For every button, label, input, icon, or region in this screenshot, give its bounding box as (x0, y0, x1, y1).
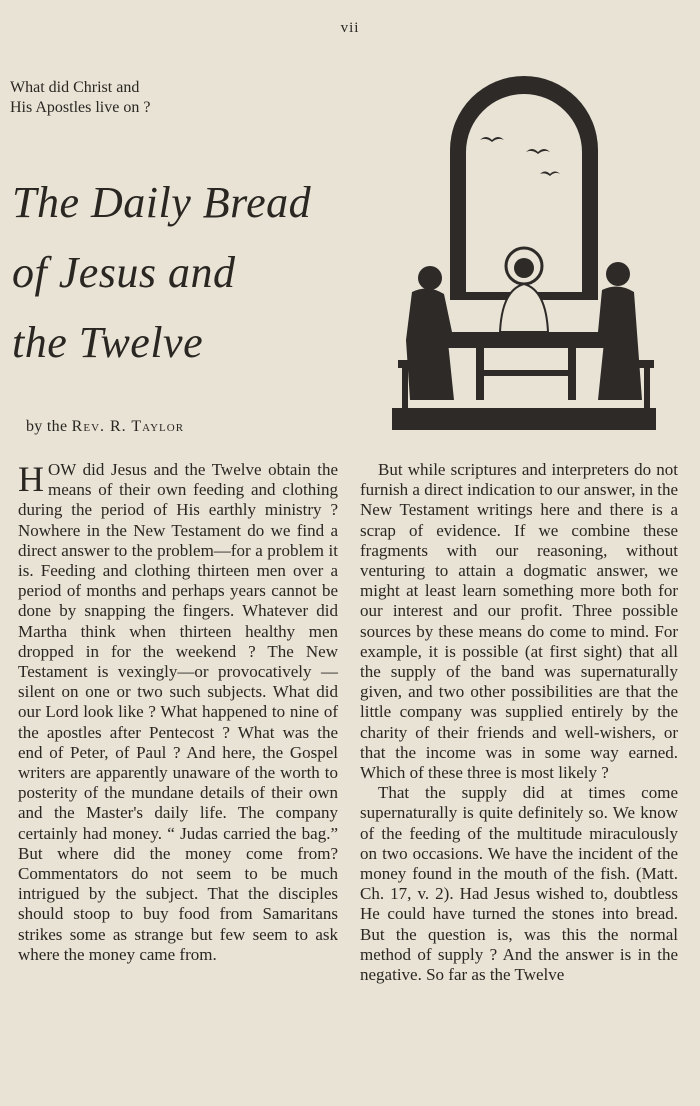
page-number: vii (340, 20, 360, 36)
kicker-question (10, 78, 150, 118)
table-top (432, 332, 622, 348)
article-paragraph-2: But while scriptures and interpreters do not furnish a direct indication to our answer, in the New Testament writings here and there is a scrap of evidence. If we combine these fragments with our reasoning, without venturing to attain a dogmatic answer, we might at least learn something more both for our interest and our profit. Three possible sources by these means do come to mind. For example, it is possible (at first sight) that all the supply of the band was supernaturally given, and two other possibilities are that the little company was supplied entirely by the charity of their friends and well-wishers, or that the income was in some way earned. Which of these three is most likely ? (360, 460, 678, 783)
article-paragraph-3: That the supply did at times come supernaturally is quite definitely so. We know of the feeding of the multitude miraculously on two occasions. We have the incident of the money found in the mouth of the fish. (Matt. Ch. 17, v. 2). Had Jesus wished to, doubtless He could have turned the stones into bread. But the question is, was this the normal method of supply ? And the answer is in the negative. So far as the Twelve (360, 783, 678, 985)
drop-cap: H (18, 459, 44, 499)
emmaus-supper-illustration-icon (392, 70, 656, 432)
kicker-line-2: His Apostles live on ? (10, 99, 151, 116)
title-line-3: the Twelve (12, 318, 204, 367)
article-column-right (360, 460, 678, 985)
byline-author: Rev. R. Taylor (71, 418, 185, 435)
bird-2 (526, 149, 550, 154)
article-column-left (18, 460, 338, 965)
article-title (12, 168, 311, 378)
floor (392, 408, 656, 430)
bird-1 (480, 137, 504, 142)
title-line-2: of Jesus and (12, 248, 236, 297)
kicker-line-1: What did Christ and (10, 79, 140, 96)
byline-prefix: by the (26, 418, 68, 435)
title-line-1: The Daily Bread (12, 178, 312, 227)
byline (26, 418, 184, 436)
bird-3 (540, 172, 560, 177)
article-paragraph-1: OW did Jesus and the Twelve obtain the means of their own feeding and clothing during the period of His earthly ministry ? Nowhere in the New Testament do we find a direct answer to the problem—for a problem it is. Feeding and clothing thirteen men over a period of months and perhaps years cannot be done by snapping the fingers. Whatever did Martha think when thirteen healthy men dropped in for the weekend ? The New Testament is vexingly—or provocatively —silent on one or two such subjects. What did our Lord look like ? What happened to nine of the apostles after Pentecost ? What was the end of Peter, of Paul ? And here, the Gospel writers are apparently unaware of the worth to posterity of the mundane details of their own and the Master's daily life. The company certainly had money. “ Judas carried the bag.” But where did the money come from? Commentators do not seem to be much intrigued by the subject. That the disciples should stoop to buy food from Samaritans strikes some as strange but few seem to ask where the money came from. (18, 460, 338, 964)
